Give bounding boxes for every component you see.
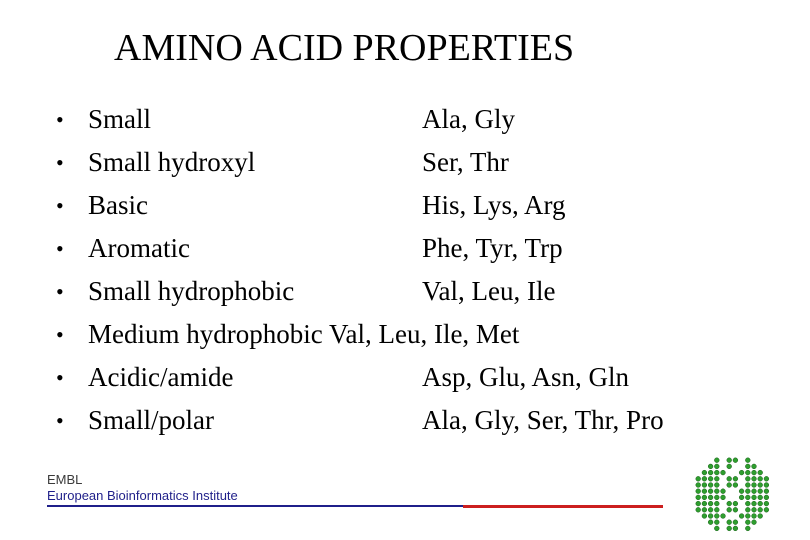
emblem-dot (727, 458, 732, 463)
emblem-dot (758, 476, 763, 481)
emblem-dot (758, 501, 763, 506)
emblem-dot (714, 507, 719, 512)
category-label: Small hydrophobic (88, 276, 295, 306)
bullet: • (56, 236, 64, 261)
emblem-dot (721, 470, 726, 475)
amino-acid-list: Asp, Glu, Asn, Gln (422, 362, 630, 392)
emblem-dot (752, 476, 757, 481)
emblem-dot (739, 514, 744, 519)
emblem-dot (764, 495, 769, 500)
emblem-dot (696, 495, 701, 500)
emblem-dot (733, 526, 738, 531)
emblem-dot (696, 507, 701, 512)
emblem-dot (727, 507, 732, 512)
slide-title: AMINO ACID PROPERTIES (114, 27, 575, 69)
list-item (0, 184, 810, 227)
emblem-dot (752, 501, 757, 506)
emblem-dot (752, 470, 757, 475)
emblem-dot (702, 507, 707, 512)
emblem-dot (733, 458, 738, 463)
list-item (0, 227, 810, 270)
emblem-dot (745, 495, 750, 500)
emblem-dot (708, 470, 713, 475)
emblem-dot (696, 489, 701, 494)
list-item (0, 141, 810, 184)
emblem-dot (708, 520, 713, 525)
emblem-dot (721, 514, 726, 519)
emblem-dot (708, 476, 713, 481)
list-item (0, 270, 810, 313)
emblem-dot (745, 458, 750, 463)
emblem-dot (758, 489, 763, 494)
org-short-name: EMBL (47, 472, 83, 487)
emblem-dot (745, 501, 750, 506)
emblem-dot (745, 520, 750, 525)
emblem-dot (758, 470, 763, 475)
amino-acid-list: Ala, Gly (422, 104, 515, 134)
emblem-dot (745, 464, 750, 469)
emblem-dot (708, 514, 713, 519)
emblem-dot (708, 501, 713, 506)
amino-acid-list: Ala, Gly, Ser, Thr, Pro (422, 405, 664, 435)
bullet: • (56, 279, 64, 304)
emblem-dot (721, 489, 726, 494)
emblem-dot (714, 470, 719, 475)
list-item (0, 313, 810, 356)
emblem-dot (739, 489, 744, 494)
emblem-dot (702, 470, 707, 475)
emblem-dot (764, 507, 769, 512)
bullet: • (56, 408, 64, 433)
category-label: Basic (88, 190, 148, 220)
emblem-dot (745, 470, 750, 475)
category-label: Small (88, 104, 152, 134)
emblem-dot (708, 507, 713, 512)
emblem-dot (752, 520, 757, 525)
emblem-dot (696, 483, 701, 488)
emblem-dot (727, 483, 732, 488)
emblem-dot (733, 476, 738, 481)
bullet: • (56, 322, 64, 347)
emblem-dot (745, 526, 750, 531)
emblem-dot (727, 464, 732, 469)
list-item (0, 399, 810, 442)
emblem-dot (758, 483, 763, 488)
emblem-dot (764, 501, 769, 506)
org-full-name: European Bioinformatics Institute (47, 488, 238, 503)
emblem-dot (752, 514, 757, 519)
emblem-dot (721, 495, 726, 500)
emblem-dot (714, 458, 719, 463)
list-item (0, 356, 810, 399)
emblem-dot (714, 526, 719, 531)
emblem-dot (727, 501, 732, 506)
emblem-dot (733, 501, 738, 506)
emblem-dot (745, 483, 750, 488)
emblem-dot (733, 520, 738, 525)
emblem-dot (714, 514, 719, 519)
emblem-dot (696, 476, 701, 481)
emblem-dot (752, 495, 757, 500)
emblem-dot (764, 483, 769, 488)
footer-rule-blue (47, 505, 463, 507)
emblem-dot (714, 483, 719, 488)
emblem-dot (714, 495, 719, 500)
category-label: Small hydroxyl (88, 147, 256, 177)
footer-rule-red (463, 505, 663, 508)
emblem-dot (702, 489, 707, 494)
emblem-dot (708, 489, 713, 494)
dna-helix-emblem-icon (690, 452, 774, 536)
emblem-dot (739, 470, 744, 475)
emblem-dot (708, 464, 713, 469)
emblem-dot (733, 483, 738, 488)
emblem-dot (764, 476, 769, 481)
emblem-dot (745, 514, 750, 519)
emblem-dot (745, 507, 750, 512)
emblem-dot (702, 483, 707, 488)
emblem-dot (702, 495, 707, 500)
amino-acid-list: Phe, Tyr, Trp (422, 233, 563, 263)
emblem-dot (752, 483, 757, 488)
emblem-dot (733, 507, 738, 512)
amino-acid-list: His, Lys, Arg (422, 190, 566, 220)
amino-acid-list: Val, Leu, Ile (422, 276, 556, 306)
emblem-dot (708, 495, 713, 500)
emblem-dot (708, 483, 713, 488)
emblem-dot (714, 501, 719, 506)
emblem-dot (752, 464, 757, 469)
emblem-dot (727, 476, 732, 481)
emblem-dot (745, 476, 750, 481)
emblem-dot (702, 476, 707, 481)
emblem-dot (702, 514, 707, 519)
amino-acid-list: Ser, Thr (422, 147, 509, 177)
bullet: • (56, 365, 64, 390)
bullet: • (56, 150, 64, 175)
emblem-dot (702, 501, 707, 506)
bullet: • (56, 107, 64, 132)
emblem-dot (764, 489, 769, 494)
emblem-dot (745, 489, 750, 494)
emblem-dot (714, 489, 719, 494)
property-list (0, 98, 810, 442)
category-label: Acidic/amide (88, 362, 234, 392)
emblem-dot (727, 526, 732, 531)
category-label: Medium hydrophobic Val, Leu, Ile, Met (88, 319, 520, 349)
emblem-dot (714, 520, 719, 525)
emblem-dot (714, 464, 719, 469)
category-label: Aromatic (88, 233, 190, 263)
bullet: • (56, 193, 64, 218)
emblem-dot (696, 501, 701, 506)
embl-logo (47, 472, 238, 504)
emblem-dot (758, 507, 763, 512)
emblem-dot (714, 476, 719, 481)
emblem-dot (758, 495, 763, 500)
category-label: Small/polar (88, 405, 214, 435)
list-item (0, 98, 810, 141)
emblem-dot (727, 520, 732, 525)
emblem-dot (739, 495, 744, 500)
emblem-dot (752, 507, 757, 512)
emblem-dot (758, 514, 763, 519)
emblem-dot (752, 489, 757, 494)
